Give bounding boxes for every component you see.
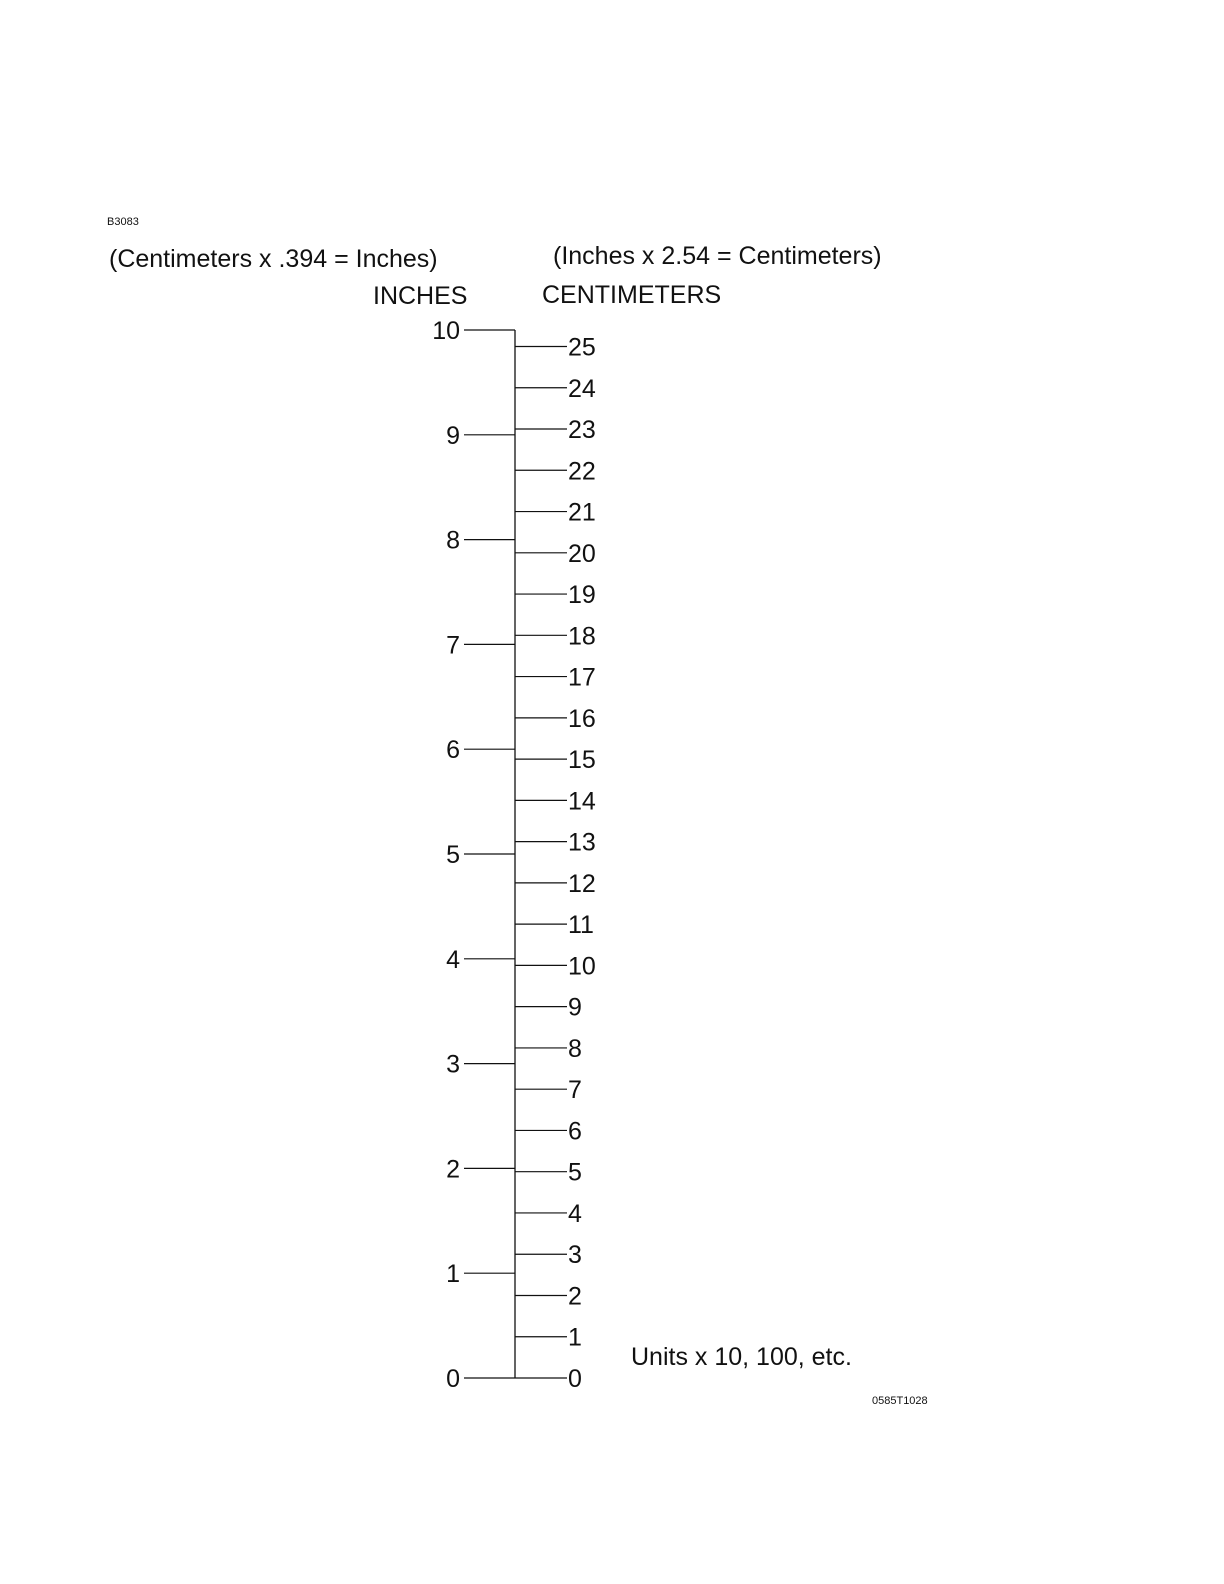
cm-label-3: 3 xyxy=(568,1241,582,1270)
cm-label-24: 24 xyxy=(568,374,596,403)
drawing-code: 0585T1028 xyxy=(872,1395,928,1407)
cm-label-9: 9 xyxy=(568,993,582,1022)
cm-label-15: 15 xyxy=(568,746,596,775)
formula-cm-to-inches: (Centimeters x .394 = Inches) xyxy=(109,245,438,273)
inch-label-2: 2 xyxy=(446,1155,460,1184)
cm-label-20: 20 xyxy=(568,539,596,568)
inch-label-0: 0 xyxy=(446,1365,460,1393)
cm-label-5: 5 xyxy=(568,1158,582,1187)
cm-label-2: 2 xyxy=(568,1282,582,1311)
cm-label-16: 16 xyxy=(568,704,596,733)
cm-label-17: 17 xyxy=(568,663,596,692)
formula-inches-to-cm: (Inches x 2.54 = Centimeters) xyxy=(553,242,882,270)
cm-label-21: 21 xyxy=(568,498,596,527)
cm-label-23: 23 xyxy=(568,416,596,445)
inch-ticks-group xyxy=(432,317,515,1393)
inches-heading: INCHES xyxy=(373,282,468,310)
cm-label-1: 1 xyxy=(568,1323,582,1352)
cm-label-10: 10 xyxy=(568,952,596,981)
cm-label-8: 8 xyxy=(568,1034,582,1063)
centimeters-heading: CENTIMETERS xyxy=(542,281,722,309)
cm-ticks-group xyxy=(515,334,596,1393)
units-note: Units x 10, 100, etc. xyxy=(631,1343,852,1371)
figure-code: B3083 xyxy=(107,216,139,228)
cm-label-18: 18 xyxy=(568,622,596,651)
inch-label-1: 1 xyxy=(446,1260,460,1289)
cm-label-25: 25 xyxy=(568,333,596,362)
inch-label-7: 7 xyxy=(446,631,460,660)
inch-label-8: 8 xyxy=(446,526,460,555)
cm-label-14: 14 xyxy=(568,787,596,816)
cm-label-22: 22 xyxy=(568,457,596,486)
inch-label-9: 9 xyxy=(446,421,460,450)
cm-label-13: 13 xyxy=(568,828,596,857)
cm-label-6: 6 xyxy=(568,1117,582,1146)
inch-label-6: 6 xyxy=(446,736,460,765)
inch-label-3: 3 xyxy=(446,1050,460,1079)
inch-label-4: 4 xyxy=(446,945,460,974)
inch-label-5: 5 xyxy=(446,841,460,869)
inch-label-10: 10 xyxy=(432,317,460,345)
cm-label-19: 19 xyxy=(568,581,596,610)
cm-label-4: 4 xyxy=(568,1199,582,1228)
cm-label-0: 0 xyxy=(568,1365,582,1393)
cm-label-11: 11 xyxy=(568,911,594,940)
cm-label-7: 7 xyxy=(568,1076,582,1105)
cm-label-12: 12 xyxy=(568,869,596,898)
